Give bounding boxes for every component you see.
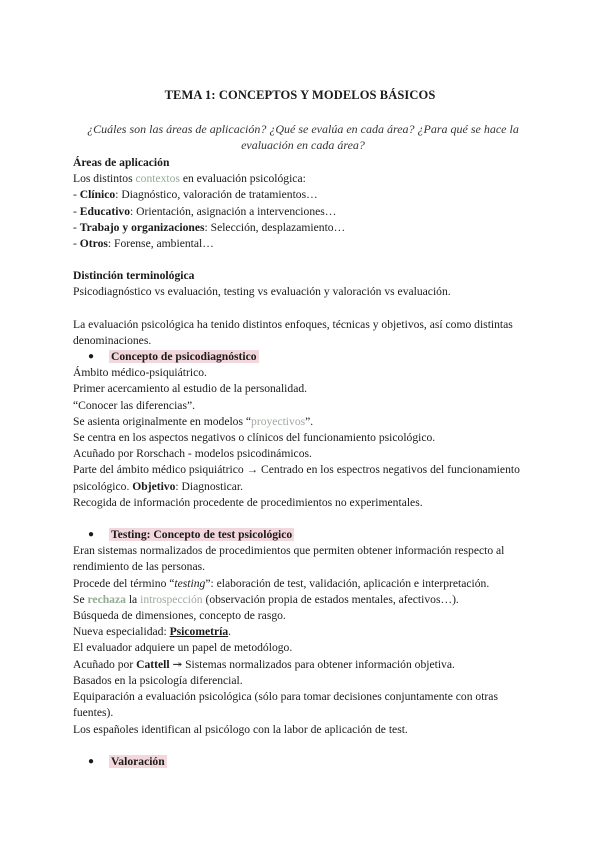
testing-line: Basados en la psicología diferencial. bbox=[73, 673, 243, 687]
areas-intro-post: en evaluación psicológica: bbox=[179, 172, 306, 186]
area-desc: : Diagnóstico, valoración de tratamientos… bbox=[115, 188, 318, 202]
psico-line: Se centra en los aspectos negativos o clínicos del funcionamiento psicológico. bbox=[73, 431, 436, 445]
psico-line bbox=[73, 414, 533, 430]
arrow-icon: ↠ bbox=[169, 657, 186, 671]
testing-line: El evaluador adquiere un papel de metodólogo. bbox=[73, 641, 293, 655]
psico-line bbox=[73, 462, 533, 494]
text: la bbox=[125, 592, 141, 606]
distincion-line2: La evaluación psicológica ha tenido distintos enfoques, técnicas y objetivos, así como distintas denominaciones. bbox=[73, 317, 513, 347]
text: (observación propia de estados mentales, afectivos…). bbox=[202, 592, 459, 606]
area-term: Clínico bbox=[79, 188, 116, 202]
document-body bbox=[73, 155, 533, 770]
psico-line: Acuñado por Rorschach - modelos psicodinámicos. bbox=[73, 447, 312, 461]
psicometria-label: Psicometría bbox=[169, 625, 229, 639]
testing-line: Eran sistemas normalizados de procedimientos que permiten obtener información respecto al rendimiento de las personas. bbox=[73, 544, 505, 574]
text: Parte del ámbito médico psiquiátrico → Centrado en los espectros negativos del funcionamiento psicológico. bbox=[73, 463, 520, 493]
areas-heading: Áreas de aplicación bbox=[73, 156, 170, 169]
area-item bbox=[73, 204, 533, 220]
areas-intro bbox=[73, 171, 533, 187]
psico-line: Ámbito médico-psiquiátrico. bbox=[73, 366, 207, 380]
area-item bbox=[73, 236, 533, 252]
bullet-icon: ● bbox=[88, 351, 95, 363]
valoracion-heading: Valoración bbox=[111, 754, 165, 768]
text: Sistemas normalizados para obtener información objetiva. bbox=[185, 657, 455, 671]
testing-bullet bbox=[73, 527, 533, 543]
distincion-heading: Distinción terminológica bbox=[73, 269, 195, 283]
text: ”: elaboración de test, validación, aplicación e interpretación. bbox=[205, 576, 490, 590]
area-desc: : Orientación, asignación a intervenciones… bbox=[130, 204, 337, 218]
distincion-line1: Psicodiagnóstico vs evaluación, testing vs evaluación y valoración vs evaluación. bbox=[73, 285, 451, 299]
testing-term: testing bbox=[174, 576, 206, 590]
psico-line: “Conocer las diferencias”. bbox=[73, 398, 195, 412]
bullet-icon: ● bbox=[88, 755, 95, 767]
cattell-label: Cattell bbox=[136, 657, 170, 671]
testing-line bbox=[73, 624, 533, 640]
psico-line: Recogida de información procedente de procedimientos no experimentales. bbox=[73, 495, 423, 509]
text: Se bbox=[73, 592, 88, 606]
text: Nueva especialidad: bbox=[73, 625, 170, 639]
objetivo-label: Objetivo bbox=[132, 479, 176, 493]
testing-line bbox=[73, 592, 533, 608]
area-term: Educativo bbox=[79, 204, 131, 218]
dash: - bbox=[73, 204, 80, 218]
text: . bbox=[228, 625, 232, 639]
psicodiagnostico-bullet bbox=[73, 349, 533, 365]
dash: - bbox=[73, 220, 80, 234]
psicodiagnostico-heading: Concepto de psicodiagnóstico bbox=[111, 350, 257, 364]
area-term: Trabajo y organizaciones bbox=[79, 220, 205, 234]
testing-line bbox=[73, 576, 533, 592]
text: ”. bbox=[305, 414, 314, 428]
text: Se asienta originalmente en modelos “ bbox=[73, 414, 252, 428]
highlight-introspeccion: introspección bbox=[140, 592, 203, 606]
document-subtitle: ¿Cuáles son las áreas de aplicación? ¿Qué se evalúa en cada área? ¿Para qué se hace la evaluación en cada área? bbox=[87, 122, 519, 152]
valoracion-bullet bbox=[73, 754, 533, 770]
text: Acuñado por bbox=[73, 657, 137, 671]
bullet-icon: ● bbox=[88, 529, 95, 541]
highlight-rechaza: rechaza bbox=[87, 592, 126, 606]
area-desc: : Forense, ambiental… bbox=[107, 237, 214, 251]
area-item bbox=[73, 187, 533, 203]
dash: - bbox=[73, 188, 80, 202]
area-item bbox=[73, 220, 533, 236]
area-desc: : Selección, desplazamiento… bbox=[204, 220, 346, 234]
text: Procede del término “ bbox=[73, 576, 175, 590]
areas-intro-pre: Los distintos bbox=[73, 172, 136, 186]
testing-line: Búsqueda de dimensiones, concepto de rasgo. bbox=[73, 609, 286, 623]
testing-line: Los españoles identifican al psicólogo con la labor de aplicación de test. bbox=[73, 722, 408, 736]
highlight-proyectivos: proyectivos bbox=[251, 414, 306, 428]
psico-line: Primer acercamiento al estudio de la personalidad. bbox=[73, 382, 308, 396]
area-term: Otros bbox=[79, 237, 108, 251]
highlight-contextos: contextos bbox=[135, 172, 180, 186]
document-title: TEMA 1: CONCEPTOS Y MODELOS BÁSICOS bbox=[164, 88, 436, 102]
dash: - bbox=[73, 237, 80, 251]
testing-heading: Testing: Concepto de test psicológico bbox=[111, 528, 293, 542]
text: : Diagnosticar. bbox=[175, 479, 244, 493]
testing-line: Equiparación a evaluación psicológica (sólo para tomar decisiones conjuntamente con otras fuentes). bbox=[73, 690, 498, 720]
testing-line bbox=[73, 657, 533, 673]
